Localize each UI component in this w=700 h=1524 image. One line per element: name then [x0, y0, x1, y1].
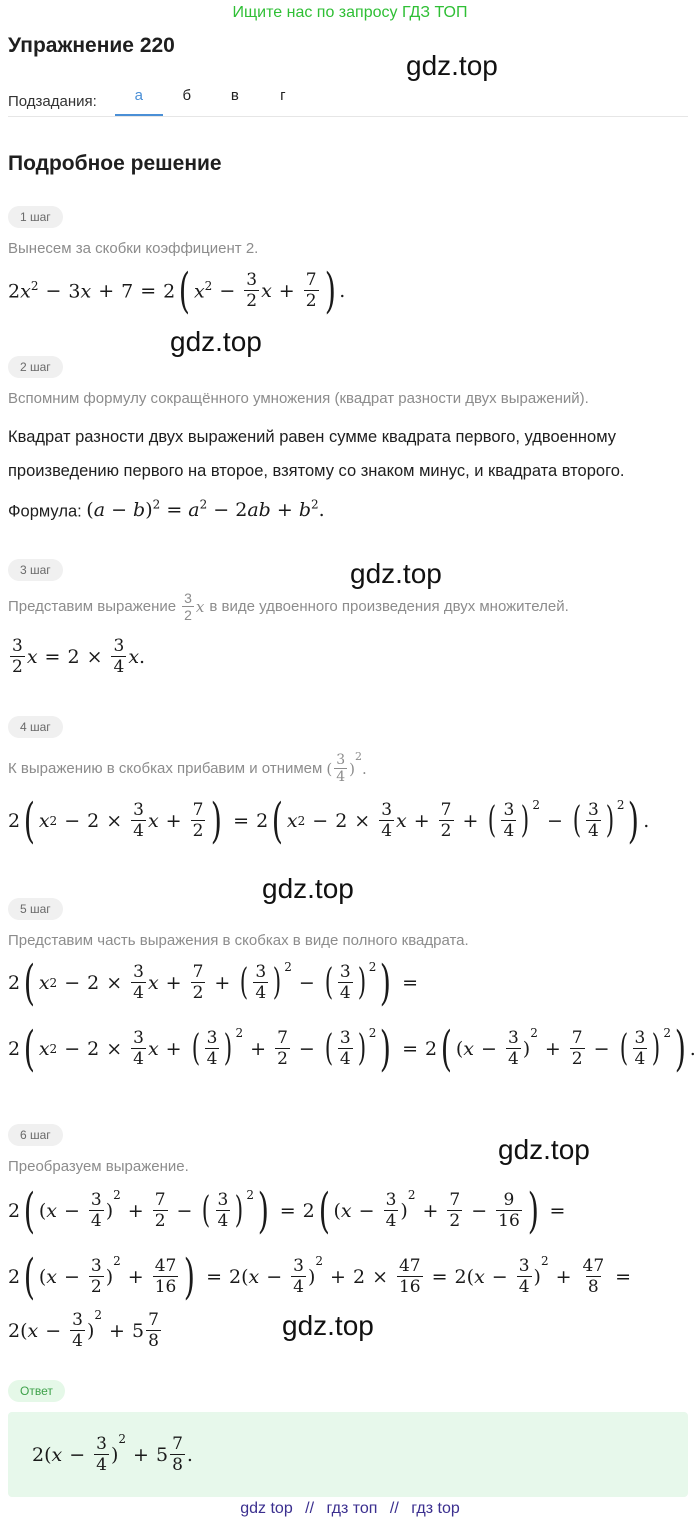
math-step-6-line-2: 2 ( ( x − $\frac{3}{2}$ ) $^2$ + $\frac{47}{16}$ ) = 2( x − $\frac{3}{4}$ ) $^2$ + 2 × $\frac{47}{16}$ = 2( x − $\frac{3}{4}$ ) $^2$ + $\frac{47}{8}$ =: [8, 1248, 632, 1305]
math-step-4: 2 ( x 2 − 2 × $\frac{3}{4}$ x + $\frac{7}{2}$ ) = 2 ( x 2 − 2 × $\frac{3}{4}$ x + $\frac{7}{2}$ + ( $\frac{3}{4}$ ) $^2$ − ( $\frac{3}{4}$ ) $^2$ ) .: [8, 792, 650, 849]
watermark: gdz.top: [170, 326, 262, 357]
watermark: gdz.top: [498, 1134, 590, 1165]
footer-separator: //: [389, 1500, 399, 1517]
math-step-1: $2x^2 - 3x + 7 = 2$ ( $x^2$ − $\frac{3}{2}$ x + $\frac{7}{2}$ ) .: [8, 262, 346, 319]
math-step-6-line-1: 2 ( ( x − $\frac{3}{4}$ ) $^2$ + $\frac{7}{2}$ − ( $\frac{3}{4}$ ) $^2$ ) = 2 ( ( x − $\frac{3}{4}$ ) $^2$ + $\frac{7}{2}$ − $\frac{9}{16}$ ) =: [8, 1182, 566, 1239]
step-badge: 3 шаг: [8, 559, 63, 581]
section-title: Подробное решение: [8, 152, 222, 175]
footer-link[interactable]: гдз top: [411, 1500, 460, 1517]
step-text: Квадрат разности двух выражений равен сумме квадрата первого, удвоенному произведению первого на второе, взятому со знаком минус, и квадрата второго. Формула: $(a - b)^2 = a^2 - 2ab + b^2$.: [8, 428, 625, 522]
step-hint-text: К выражению в скобках прибавим и отнимем: [8, 760, 323, 777]
step-badge: 5 шаг: [8, 898, 63, 920]
divider: [8, 116, 688, 117]
answer-math: 2(x − $\frac{3}{4}$ ) $^2$ + 5 $\frac{7}{8}$ .: [32, 1431, 193, 1475]
answer-badge: Ответ: [8, 1380, 65, 1402]
subtasks-nav: [8, 86, 307, 116]
footer-separator: //: [305, 1500, 315, 1517]
watermark: gdz.top: [406, 50, 498, 81]
watermark: gdz.top: [262, 873, 354, 904]
step-text-body: Квадрат разности двух выражений равен сумме квадрата первого, удвоенному произведению первого на второе, взятому со знаком минус, и квадрата второго. Формула:: [8, 428, 625, 521]
watermark: gdz.top: [350, 558, 442, 589]
step-badge: 1 шаг: [8, 206, 63, 228]
step-badge: 2 шаг: [8, 356, 63, 378]
step-hint: Вынесем за скобки коэффициент 2.: [8, 240, 259, 257]
watermark: gdz.top: [282, 1310, 374, 1341]
math-step-3: $\frac{3}{2}$ x = 2 × $\frac{3}{4}$ x .: [12, 636, 146, 677]
subtask-tab-g[interactable]: г: [280, 87, 286, 104]
footer-links: [0, 1500, 700, 1518]
math-step-5-line-1: 2 ( x 2 − 2 × $\frac{3}{4}$ x + $\frac{7}{2}$ + ( $\frac{3}{4}$ ) $^2$ − ( $\frac{3}{4}$ ) $^2$ ) =: [8, 954, 419, 1011]
subtask-tab-v[interactable]: в: [230, 87, 239, 104]
math-step-6-line-3: 2(x − $\frac{3}{4}$ ) $^2$ + 5 $\frac{7}{8}$: [8, 1307, 159, 1351]
page-title: Упражнение 220: [8, 34, 175, 57]
top-banner: Ищите нас по запросу ГДЗ ТОП: [232, 4, 468, 21]
subtask-tab-a[interactable]: а: [115, 86, 163, 116]
subtask-tab-b[interactable]: б: [182, 87, 192, 104]
step-badge: 4 шаг: [8, 716, 63, 738]
footer-link[interactable]: гдз топ: [326, 1500, 378, 1517]
step-hint-after: в виде удвоенного произведения двух множителей.: [209, 598, 569, 615]
step-hint: К выражению в скобках прибавим и отнимем ( $\frac{3}{4}$ ) $^2$ .: [8, 750, 367, 785]
footer-link[interactable]: gdz top: [240, 1500, 293, 1517]
step-badge: 6 шаг: [8, 1124, 63, 1146]
step-hint: Преобразуем выражение.: [8, 1158, 189, 1175]
step-hint-before: Представим выражение: [8, 598, 177, 615]
step-hint: Вспомним формулу сокращённого умножения (квадрат разности двух выражений).: [8, 390, 589, 407]
math-step-5-line-2: 2 ( x 2 − 2 × $\frac{3}{4}$ x + ( $\frac{3}{4}$ ) $^2$ + $\frac{7}{2}$ − ( $\frac{3}{4}$ ) $^2$ ) = 2 ( ( x − $\frac{3}{4}$ ) $^2$ + $\frac{7}{2}$ − ( $\frac{3}{4}$ ) $^2$ ) .: [8, 1020, 696, 1077]
subtasks-label: Подзадания:: [8, 92, 97, 110]
step-hint: Представим выражение $\frac{3}{2}$ x в виде удвоенного произведения двух множителей.: [8, 590, 569, 623]
answer-box: [8, 1412, 688, 1497]
step-hint: Представим часть выражения в скобках в виде полного квадрата.: [8, 932, 469, 949]
